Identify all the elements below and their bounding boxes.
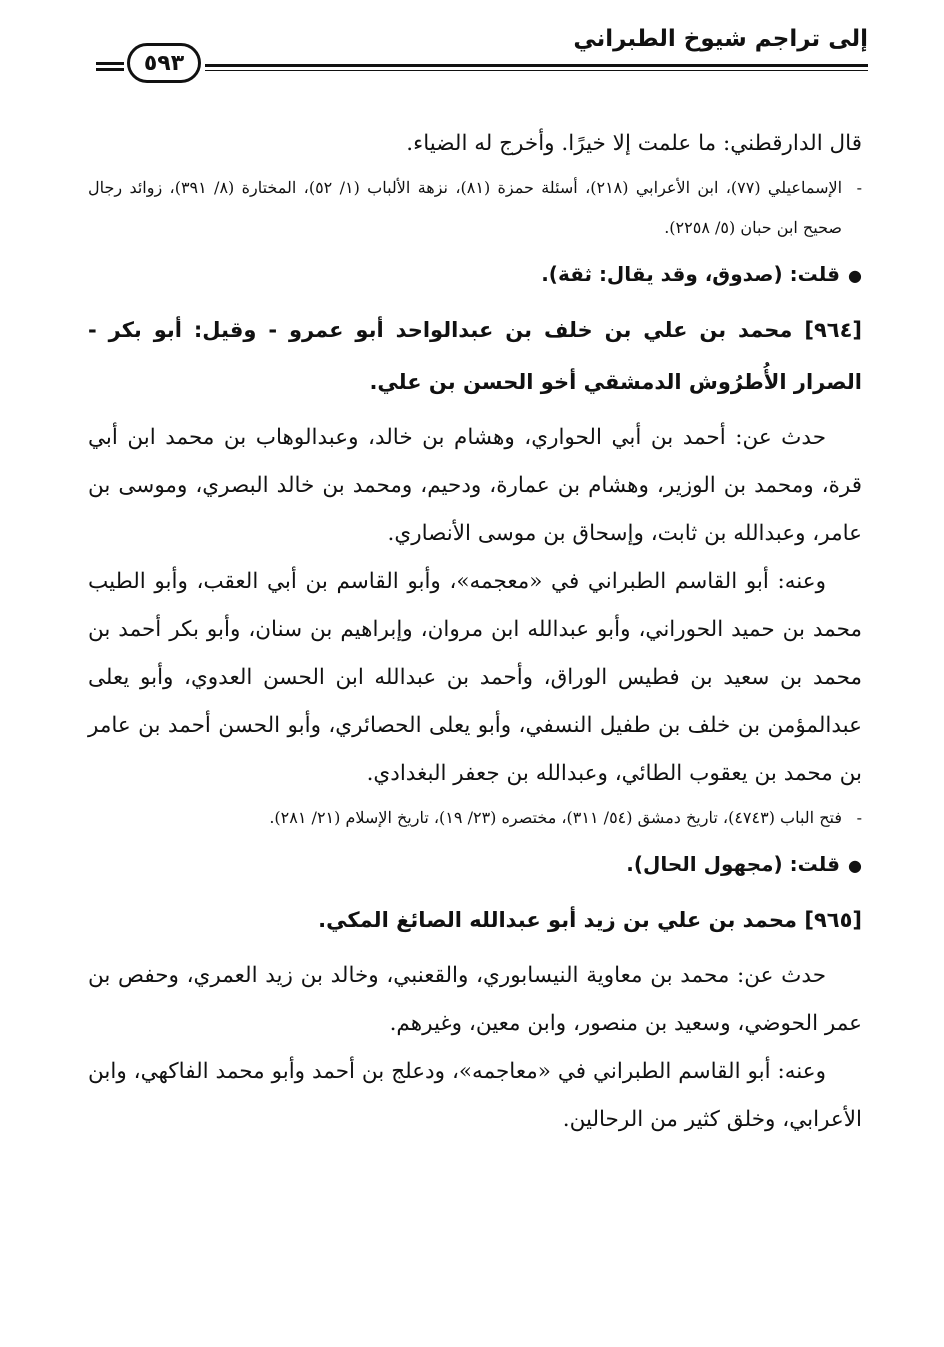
page-body xyxy=(88,120,862,1144)
paragraph: وعنه: أبو القاسم الطبراني في «معاجمه»، ودعلج بن أحمد وأبو محمد الفاكهي، وابن الأعرابي، وخلق كثير من الرحالين. xyxy=(88,1059,862,1132)
entry-heading: [٩٦٥] محمد بن علي بن زيد أبو عبدالله الصائغ المكي. xyxy=(318,908,862,932)
bullet-icon: ● xyxy=(848,856,862,875)
running-header-title: إلى تراجم شيوخ الطبراني xyxy=(573,26,868,52)
paragraph: حدث عن: محمد بن معاوية النيسابوري، والقعنبي، وخالد بن زيد العمري، وحفص بن عمر الحوضي، وسعيد بن منصور، وابن معين، وغيرهم. xyxy=(88,963,862,1036)
header-rule-thin xyxy=(205,70,868,71)
citation-dash: - xyxy=(856,808,862,827)
header-rule-stub xyxy=(96,68,124,71)
paragraph: حدث عن: أحمد بن أبي الحواري، وهشام بن خالد، وعبدالوهاب بن محمد ابن أبي قرة، ومحمد بن الوزير، وهشام بن عمارة، ودحيم، ومحمد بن خالد البصري، وموسى بن عامر، وعبدالله بن ثابت، وإسحاق بن موسى الأنصاري. xyxy=(88,425,862,546)
paragraph: قال الدارقطني: ما علمت إلا خيرًا. وأخرج له الضياء. xyxy=(406,131,862,156)
verdict-text: قلت: (مجهول الحال). xyxy=(626,852,841,876)
header-rule-thick xyxy=(205,64,868,67)
entry-heading: [٩٦٤] محمد بن علي بن خلف بن عبدالواحد أبو عمرو - وقيل: أبو بكر - الصرار الأُطرُوش الدمشقي أخو الحسن بن علي. xyxy=(88,318,862,394)
page-number-badge: ٥٩٣ xyxy=(127,43,201,83)
citation xyxy=(88,798,862,838)
citation-text: الإسماعيلي (٧٧)، ابن الأعرابي (٢١٨)، أسئلة حمزة (٨١)، نزهة الألباب (١/ ٥٢)، المختارة (٨/ ٣٩١)، زوائد رجال صحيح ابن حبان (٥/ ٢٢٥٨). xyxy=(88,178,843,237)
bullet-icon: ● xyxy=(848,266,862,285)
citation-text: فتح الباب (٤٧٤٣)، تاريخ دمشق (٥٤/ ٣١١)، مختصره (٢٣/ ١٩)، تاريخ الإسلام (٢١/ ٢٨١). xyxy=(269,808,842,827)
verdict xyxy=(88,842,862,888)
citation-dash: - xyxy=(856,178,863,197)
verdict-text: قلت: (صدوق، وقد يقال: ثقة). xyxy=(541,262,841,286)
verdict xyxy=(88,252,862,298)
header-rule-stub xyxy=(96,62,124,65)
citation xyxy=(88,168,862,248)
paragraph: وعنه: أبو القاسم الطبراني في «معجمه»، وأبو القاسم بن أبي العقب، وأبو الطيب محمد بن حميد الحوراني، وأبو عبدالله ابن مروان، وإبراهيم بن سنان، وأبو بكر أحمد بن محمد بن سعيد بن فطيس الوراق، وأحمد بن عبدالله ابن الحسن العدوي، وأبو يعلى عبدالمؤمن بن خلف بن طفيل النسفي، وأبو يعلى الحصائري، وأبو الحسن أحمد بن عامر بن محمد بن يعقوب الطائي، وعبدالله بن جعفر البغدادي. xyxy=(88,569,862,786)
